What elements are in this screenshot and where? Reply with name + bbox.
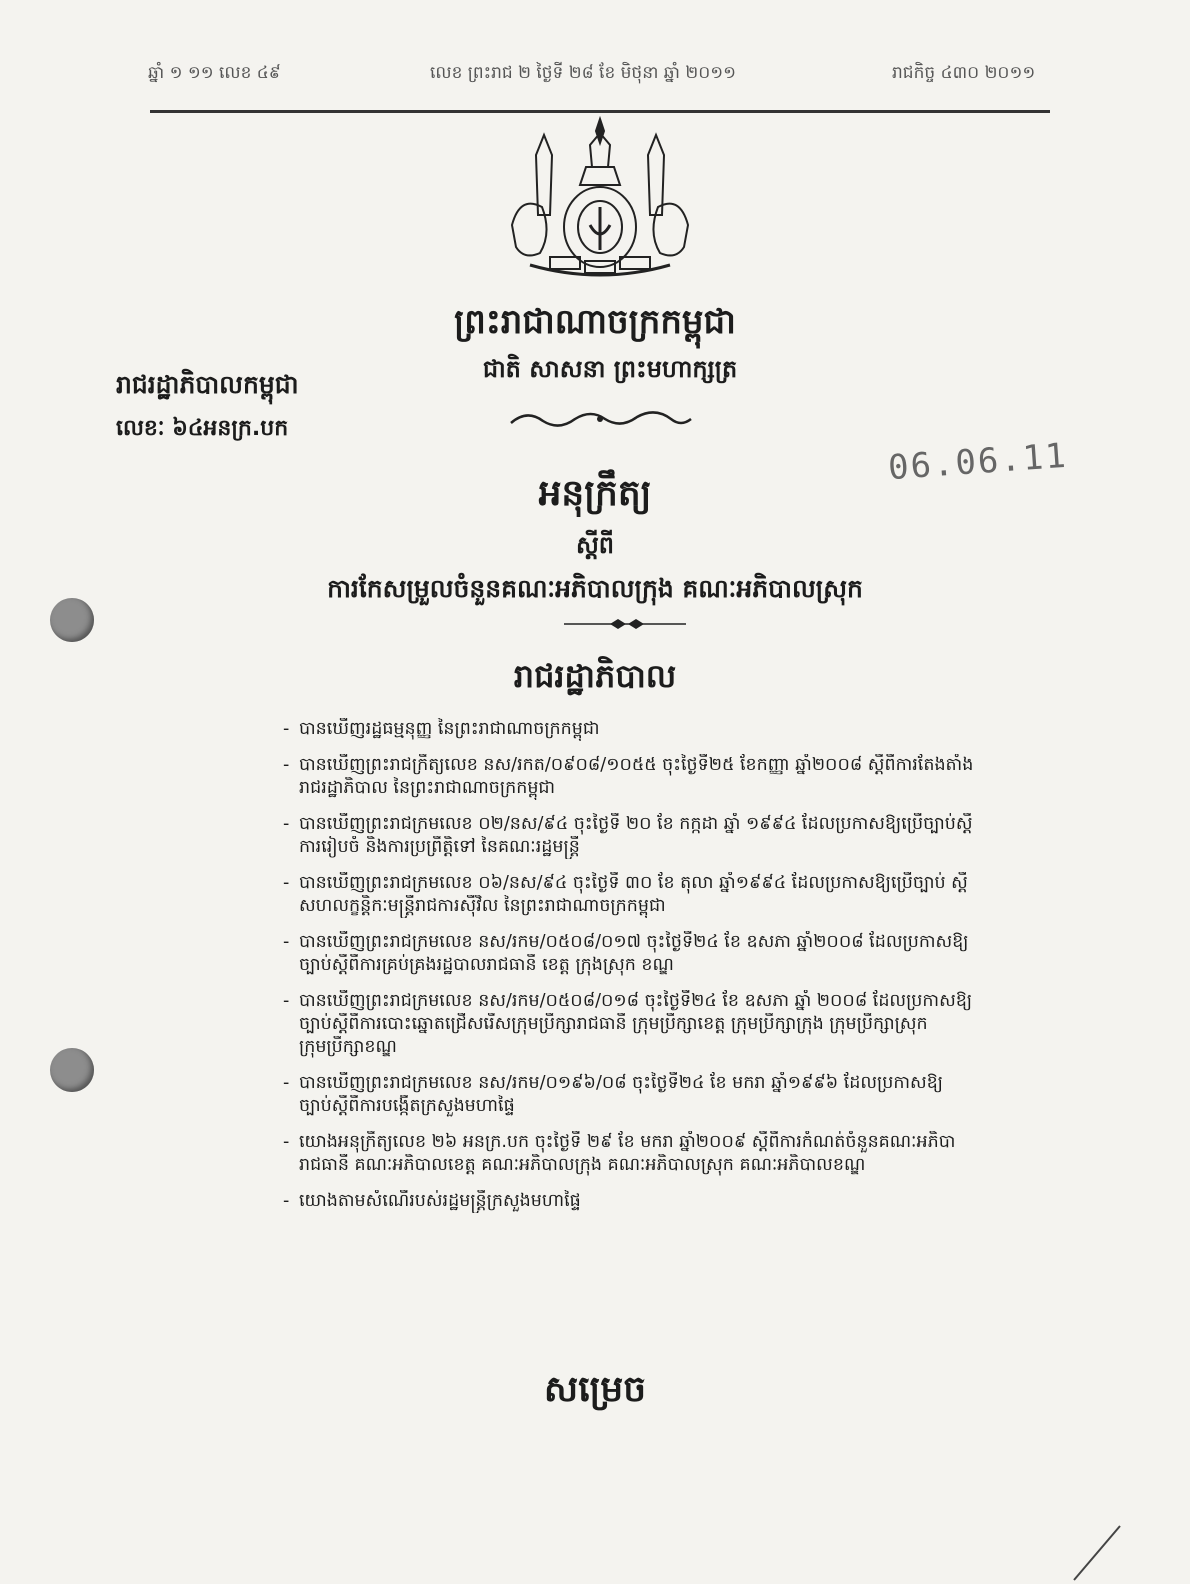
document-type-title: អនុក្រឹត្យ <box>538 473 652 514</box>
recital-item <box>283 990 1113 1059</box>
header-middle: លេខ ព្រះរាជ ២ ថ្ងៃទី ២៨ ខែ មិថុនា ឆ្នាំ ២០១១ <box>430 63 737 83</box>
recital-item <box>283 1131 1113 1177</box>
recital-line: - យោងតាមសំណើរបស់រដ្ឋមន្ត្រីក្រសួងមហាផ្ទៃ <box>299 1191 581 1211</box>
recital-item <box>283 1072 1113 1118</box>
kingdom-name: ព្រះរាជាណាចក្រកម្ពុជា <box>454 302 736 342</box>
recital-line: - បានឃើញព្រះរាជក្រមលេខ ០៦/នស/៩៤ ចុះថ្ងៃទី ៣០ ខែ តុលា ឆ្នាំ១៩៩៤ ដែលប្រកាសឱ្យប្រើច្បាប់ ស្ដី <box>299 873 968 893</box>
header-right: រាជកិច្ច ៤៣០ ២០១១ <box>892 63 1036 83</box>
recital-line: ការរៀបចំ និងការប្រព្រឹត្តិទៅ នៃគណៈរដ្ឋមន្ត្រី <box>299 837 580 857</box>
authority-heading: រាជរដ្ឋាភិបាល <box>513 657 677 695</box>
handwritten-date: 06.06.11 <box>886 435 1069 489</box>
recital-item <box>283 1190 1113 1213</box>
header-rule <box>150 110 1050 113</box>
header-left: ឆ្នាំ ១ ១១ លេខ ៤៩ <box>148 63 281 83</box>
title-subject: ការកែសម្រួលចំនួនគណៈអភិបាលក្រុង គណៈអភិបាលស្រុក <box>327 574 863 603</box>
recital-line: សហលក្ខន្តិកៈមន្ត្រីរាជការស៊ីវិល នៃព្រះរាជាណាចក្រកម្ពុជា <box>299 896 666 916</box>
kingdom-motto: ជាតិ សាសនា ព្រះមហាក្សត្រ <box>482 355 738 383</box>
title-on: ស្ដីពី <box>575 531 615 559</box>
royal-coat-of-arms-icon <box>490 115 710 290</box>
small-divider-icon <box>560 616 690 632</box>
recital-line: ច្បាប់ស្ដីពីការគ្រប់គ្រងរដ្ឋបាលរាជធានី ខេត្ត ក្រុងស្រុក ខណ្ឌ <box>299 955 674 975</box>
recital-line: ច្បាប់ស្ដីពីការបង្កើតក្រសួងមហាផ្ទៃ <box>299 1096 515 1116</box>
recital-line: - បានឃើញព្រះរាជក្រឹត្យលេខ នស/រកត/០៩០៨/១០៥៥ ចុះថ្ងៃទី២៥ ខែកញ្ញា ឆ្នាំ២០០៨ ស្ដីពីការតែងតាំង <box>299 755 974 775</box>
recitals-list <box>283 718 1113 1226</box>
recital-line: - បានឃើញព្រះរាជក្រមលេខ នស/រកម/០៥០៨/០១៧ ចុះថ្ងៃទី២៤ ខែ ឧសភា ឆ្នាំ២០០៨ ដែលប្រកាសឱ្យ <box>299 932 969 952</box>
recital-line: រាជរដ្ឋាភិបាល នៃព្រះរាជាណាចក្រកម្ពុជា <box>299 778 556 798</box>
recital-item <box>283 718 1113 741</box>
issuer-name: រាជរដ្ឋាភិបាលកម្ពុជា <box>116 370 299 399</box>
punch-hole-icon <box>50 1048 94 1092</box>
recital-line: ច្បាប់ស្ដីពីការបោះឆ្នោតជ្រើសរើសក្រុមប្រឹក្សារាជធានី ក្រុមប្រឹក្សាខេត្ត ក្រុមប្រឹក្សាក្រុង ក្រុមប្រឹក្សាស្រុក <box>299 1014 928 1034</box>
recital-line: ក្រុមប្រឹក្សាខណ្ឌ <box>299 1037 397 1057</box>
recital-line: - បានឃើញព្រះរាជក្រមលេខ នស/រកម/០១៩៦/០៨ ចុះថ្ងៃទី២៤ ខែ មករា ឆ្នាំ១៩៩៦ ដែលប្រកាសឱ្យ <box>299 1073 943 1093</box>
recital-line: - បានឃើញព្រះរាជក្រមលេខ នស/រកម/០៥០៨/០១៨ ចុះថ្ងៃទី២៤ ខែ ឧសភា ឆ្នាំ ២០០៨ ដែលប្រកាសឱ្យ <box>299 991 973 1011</box>
recital-line: - បានឃើញរដ្ឋធម្មនុញ្ញ នៃព្រះរាជាណាចក្រកម្ពុជា <box>299 719 600 739</box>
decision-heading: សម្រេច <box>543 1369 647 1410</box>
recital-item <box>283 754 1113 800</box>
recital-line: - បានឃើញព្រះរាជក្រមលេខ ០២/នស/៩៤ ចុះថ្ងៃទី ២០ ខែ កក្កដា ឆ្នាំ ១៩៩៤ ដែលប្រកាសឱ្យប្រើច្បាប់ស្ដី <box>299 814 973 834</box>
pen-mark-icon <box>1070 1520 1130 1584</box>
recital-item <box>283 872 1113 918</box>
recital-line: - យោងអនុក្រឹត្យលេខ ២៦ អនក្រ.បក ចុះថ្ងៃទី ២៩ ខែ មករា ឆ្នាំ២០០៩ ស្ដីពីការកំណត់ចំនួនគណៈអភិបា <box>299 1132 956 1152</box>
recital-item <box>283 813 1113 859</box>
ornament-divider-icon <box>505 405 695 433</box>
punch-hole-icon <box>50 598 94 642</box>
recital-line: រាជធានី គណៈអភិបាលខេត្ត គណៈអភិបាលក្រុង គណៈអភិបាលស្រុក គណៈអភិបាលខណ្ឌ <box>299 1155 866 1175</box>
issuer-number: លេខៈ ៦៤អនក្រ.បក <box>116 416 289 441</box>
recital-item <box>283 931 1113 977</box>
